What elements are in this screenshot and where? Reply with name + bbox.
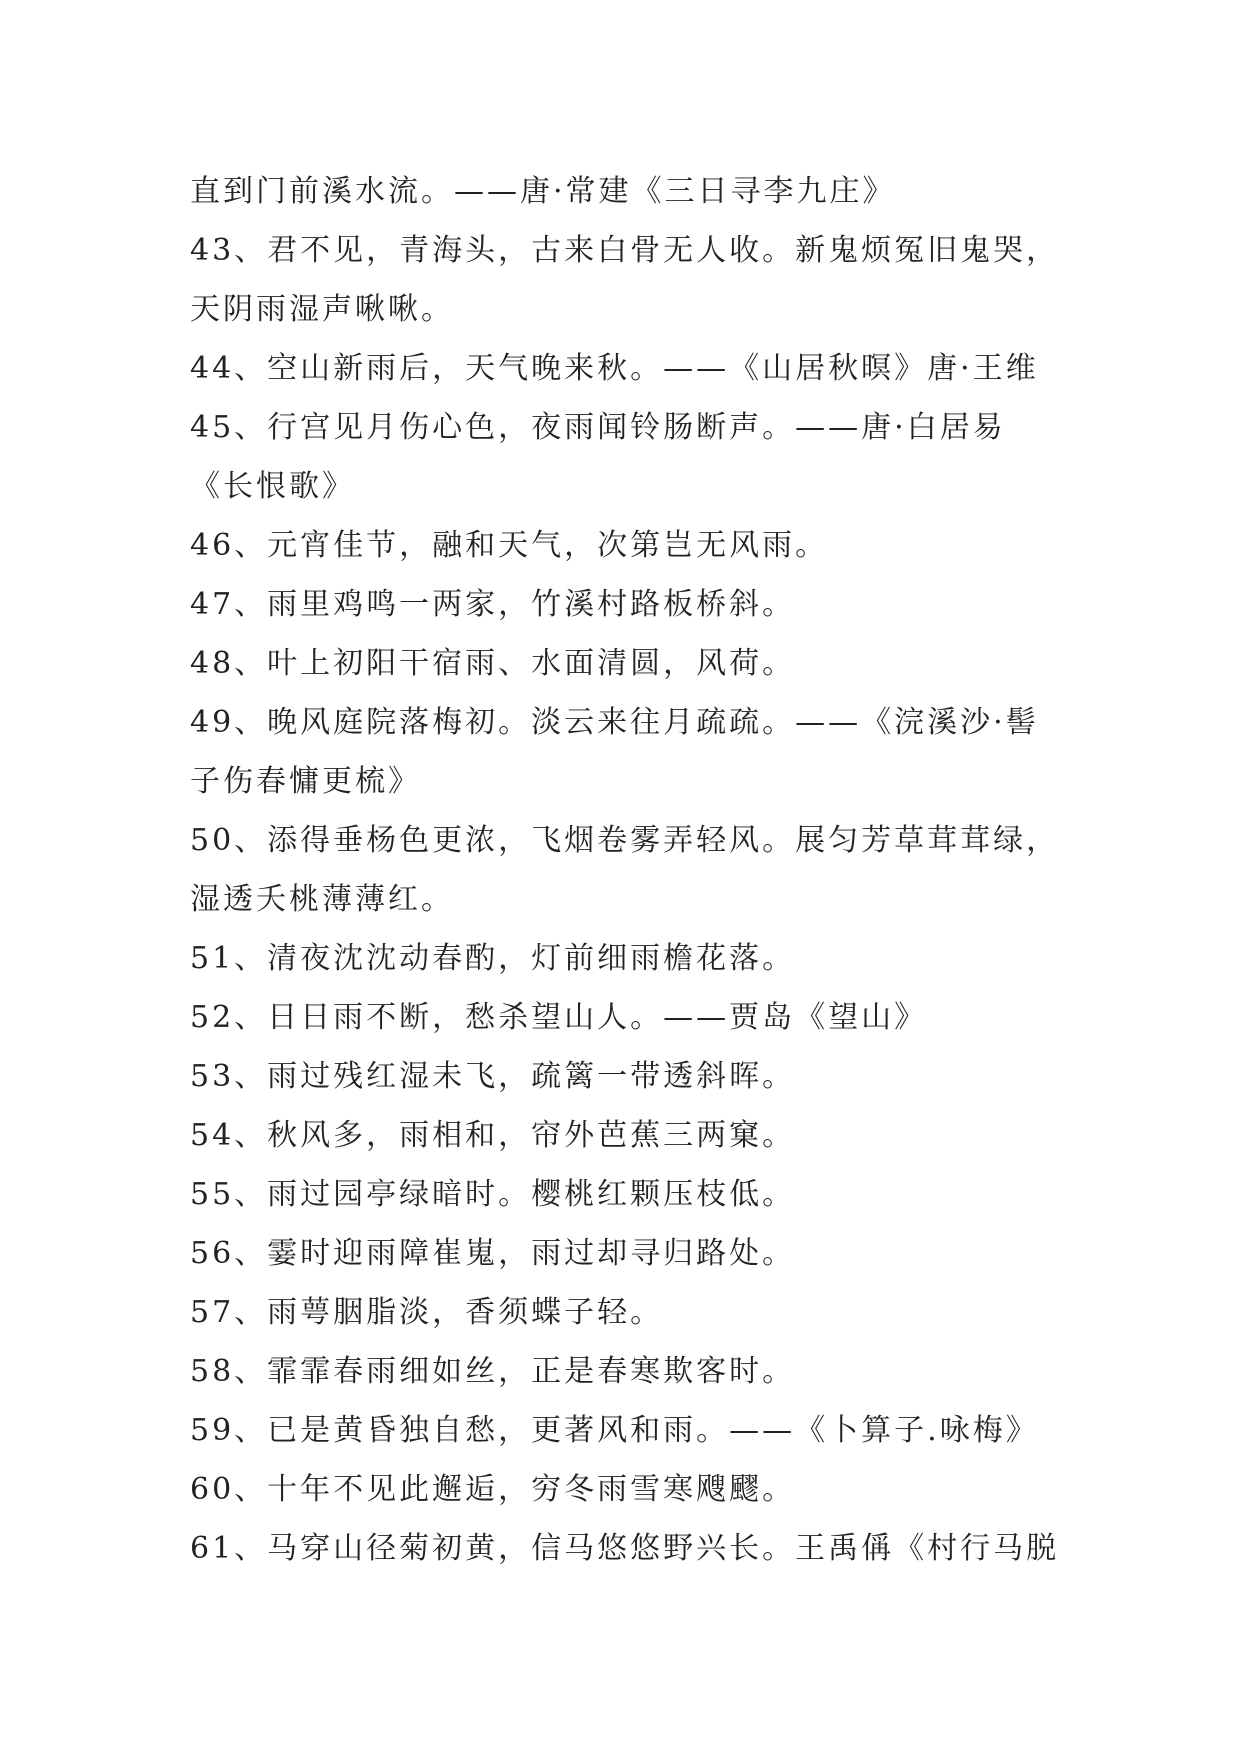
text-line: 56、霎时迎雨障崔嵬，雨过却寻归路处。 [190,1236,796,1271]
text-line: 60、十年不见此邂逅，穷冬雨雪寒飕飂。 [190,1472,796,1507]
text-line: 44、空山新雨后，天气晚来秋。——《山居秋暝》唐·王维 [190,351,1039,386]
text-line: 天阴雨湿声啾啾。 [190,292,454,327]
text-line: 直到门前溪水流。——唐·常建《三日寻李九庄》 [190,174,896,209]
text-line: 58、霏霏春雨细如丝，正是春寒欺客时。 [190,1354,796,1389]
document-body [190,162,1070,1578]
text-line: 52、日日雨不断，愁杀望山人。——贾岛《望山》 [190,1000,928,1035]
text-line: 子伤春慵更梳》 [190,764,421,799]
text-line: 61、马穿山径菊初黄，信马悠悠野兴长。王禹偁《村行马脱 [190,1531,1060,1566]
text-line: 57、雨萼胭脂淡，香须蝶子轻。 [190,1295,664,1330]
text-line: 55、雨过园亭绿暗时。樱桃红颗压枝低。 [190,1177,796,1212]
text-line: 46、元宵佳节，融和天气，次第岂无风雨。 [190,528,829,563]
text-line: 湿透夭桃薄薄红。 [190,882,454,917]
text-line: 53、雨过残红湿未飞，疏篱一带透斜晖。 [190,1059,796,1094]
text-line: 59、已是黄昏独自愁，更著风和雨。——《卜算子.咏梅》 [190,1413,1039,1448]
text-line: 47、雨里鸡鸣一两家，竹溪村路板桥斜。 [190,587,796,622]
text-line: 49、晚风庭院落梅初。淡云来往月疏疏。——《浣溪沙·髻 [190,705,1039,740]
text-line: 《长恨歌》 [190,469,355,504]
text-line: 43、君不见，青海头，古来白骨无人收。新鬼烦冤旧鬼哭， [190,233,1060,268]
text-line: 45、行宫见月伤心色，夜雨闻铃肠断声。——唐·白居易 [190,410,1006,445]
text-line: 50、添得垂杨色更浓，飞烟卷雾弄轻风。展匀芳草茸茸绿， [190,823,1060,858]
text-line: 51、清夜沈沈动春酌，灯前细雨檐花落。 [190,941,796,976]
text-line: 48、叶上初阳干宿雨、水面清圆，风荷。 [190,646,796,681]
text-line: 54、秋风多，雨相和，帘外芭蕉三两窠。 [190,1118,796,1153]
